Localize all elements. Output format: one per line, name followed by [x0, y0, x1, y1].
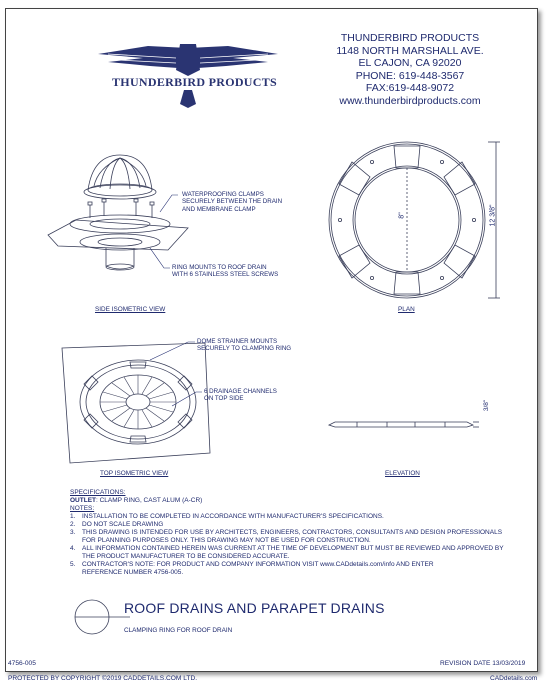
note-text: ALL INFORMATION CONTAINED HEREIN WAS CURRENT AT THE TIME OF DEVELOPMENT BUT MUST BE REVIEWED AND APPROVED BY [82, 545, 504, 552]
note-text: INSTALLATION TO BE COMPLETED IN ACCORDANCE WITH MANUFACTURER'S SPECIFICATIONS. [82, 513, 384, 520]
note-number: 4. [70, 545, 76, 552]
revision-date: REVISION DATE 13/03/2019 [440, 660, 526, 667]
specifications-block [70, 489, 510, 577]
callout-line: 6 DRAINAGE CHANNELS [204, 388, 277, 395]
logo-text: THUNDERBIRD PRODUCTS [112, 75, 278, 89]
company-website[interactable]: www.thunderbirdproducts.com [339, 94, 481, 107]
company-phone: PHONE: 619-448-3567 [355, 69, 465, 82]
note-number: 3. [70, 529, 76, 536]
plan-drawing [322, 132, 502, 312]
outlet-spec [70, 497, 510, 505]
note-text: CONTRACTOR'S NOTE: FOR PRODUCT AND COMPANY INFORMATION VISIT www.CADdetails.com/info AND ENTER [82, 561, 434, 568]
top-isometric-drawing [60, 338, 220, 468]
height-dimension: 3/8" [483, 399, 491, 412]
callout-line: WITH 6 STAINLESS STEEL SCREWS [172, 271, 279, 279]
reference-number: 4756-005 [8, 660, 36, 667]
title-block-symbol [72, 598, 132, 638]
elevation-drawing [327, 405, 477, 445]
note-number: 5. [70, 561, 76, 568]
callout-line: SECURELY BETWEEN THE DRAIN [182, 198, 283, 206]
callout-line: SECURELY TO CLAMPING RING [197, 345, 292, 353]
outer-dimension: 12 3/8" [489, 204, 497, 227]
note-number: 1. [70, 513, 76, 520]
company-fax: FAX:619-448-9072 [365, 82, 455, 95]
note-text: THIS DRAWING IS INTENDED FOR USE BY ARCHITECTS, ENGINEERS, CONTRACTORS, CONSULTANTS AND DESIGN PROFESSIONALS [82, 529, 503, 536]
note-number: 2. [70, 521, 76, 528]
company-name: THUNDERBIRD PRODUCTS [340, 32, 480, 44]
note-text: THE PRODUCT MANUFACTURER TO BE CONSIDERED ACCURATE. [82, 553, 290, 560]
plan-view-label: PLAN [398, 306, 415, 313]
outlet-label: OUTLET [70, 497, 96, 504]
side-view-label: SIDE ISOMETRIC VIEW [95, 306, 166, 313]
elevation-view-label: ELEVATION [385, 470, 420, 477]
callout-waterproofing [182, 191, 282, 213]
side-isometric-drawing [48, 150, 188, 280]
callout-dome-strainer [197, 338, 291, 353]
callout-line: AND MEMBRANE CLAMP [182, 205, 256, 213]
specifications-heading: SPECIFICATIONS: [70, 489, 126, 496]
outlet-value: : CLAMP RING, CAST ALUM (A-CR) [96, 497, 203, 504]
note-text: FOR PLANNING PURPOSES ONLY. THIS DRAWING MAY NOT BE USED FOR CONSTRUCTION. [82, 537, 371, 544]
company-street: 1148 NORTH MARSHALL AVE. [336, 44, 484, 57]
callout-line: DOME STRAINER MOUNTS [197, 338, 278, 345]
callout-line: RING MOUNTS TO ROOF DRAIN [172, 264, 267, 271]
top-view-label: TOP ISOMETRIC VIEW [100, 470, 169, 477]
company-address [320, 32, 500, 108]
note-text: REFERENCE NUMBER 4756-005. [82, 569, 184, 576]
callout-line: WATERPROOFING CLAMPS [182, 191, 264, 198]
note-text: DO NOT SCALE DRAWING [82, 521, 164, 528]
drawing-subtitle: CLAMPING RING FOR ROOF DRAIN [124, 627, 233, 634]
callout-drainage-channels [204, 388, 277, 403]
inner-dimension: 8" [398, 212, 406, 219]
callout-line: ON TOP SIDE [204, 395, 244, 403]
copyright: PROTECTED BY COPYRIGHT ©2019 CADDETAILS.COM LTD. [8, 675, 198, 682]
company-city: EL CAJON, CA 92020 [358, 57, 462, 70]
notes-heading: NOTES: [70, 505, 95, 512]
callout-ring-mounts [172, 264, 278, 279]
cad-brand: CADdetails.com [490, 675, 538, 682]
drawing-title: ROOF DRAINS AND PARAPET DRAINS [124, 600, 385, 616]
